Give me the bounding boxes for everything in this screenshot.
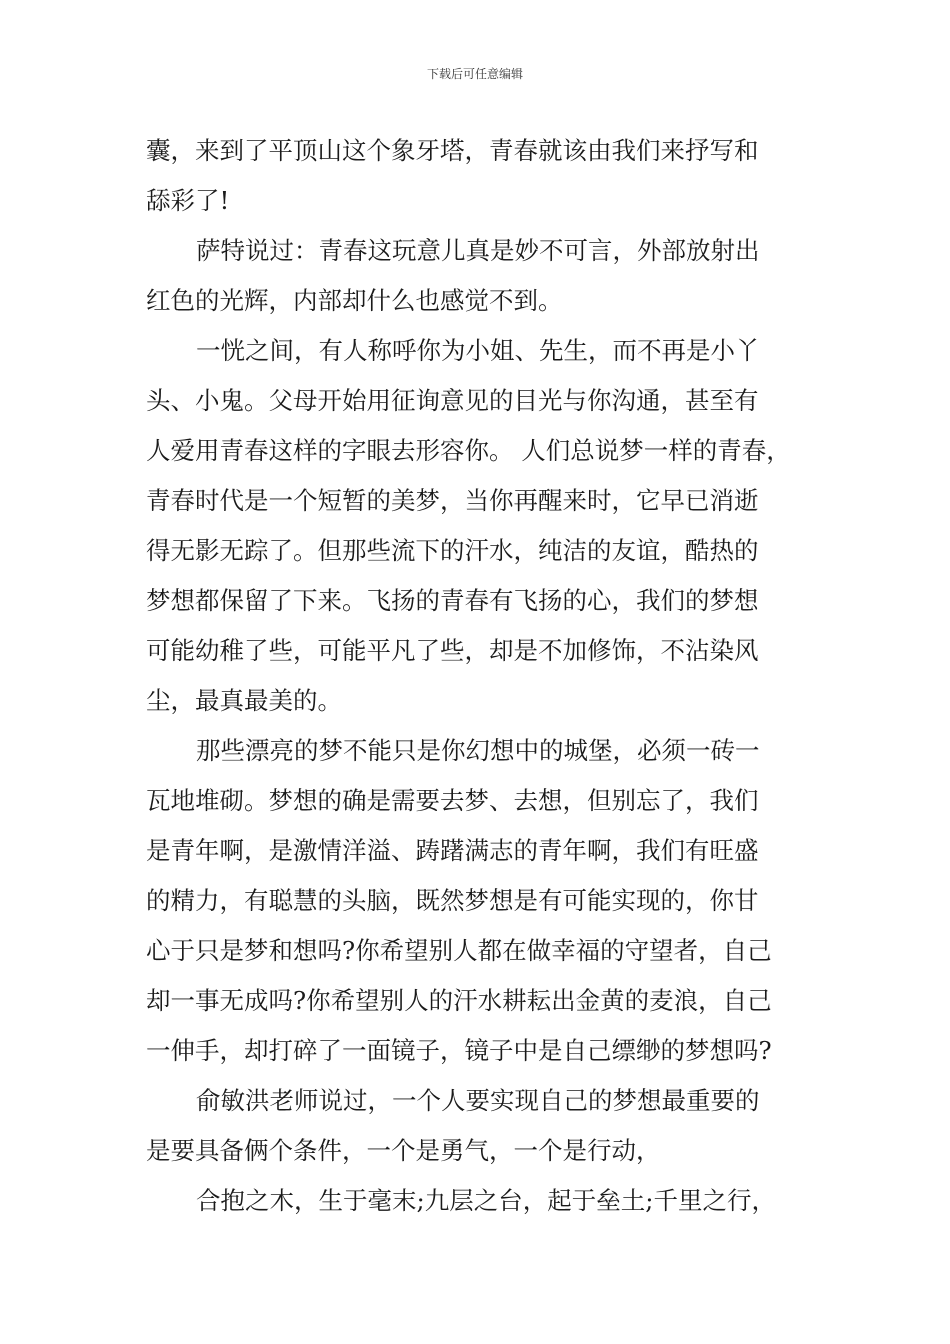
document-body (146, 126, 828, 1226)
text-line: 梦想都保留了下来。飞扬的青春有飞扬的心，我们的梦想 (146, 586, 759, 615)
text-line: 是青年啊，是激情洋溢、踌躇满志的青年啊，我们有旺盛 (146, 836, 759, 865)
text-line: 青春时代是一个短暂的美梦，当你再醒来时，它早已消逝 (146, 486, 759, 515)
page-header: 下载后可任意编辑 (426, 67, 523, 81)
paragraph-first-line: 那些漂亮的梦不能只是你幻想中的城堡，必须一砖一 (196, 736, 760, 765)
text-line: 囊，来到了平顶山这个象牙塔，青春就该由我们来抒写和 (146, 136, 759, 165)
text-line: 得无影无踪了。但那些流下的汗水，纯洁的友谊，酷热的 (146, 536, 759, 565)
text-line: 瓦地堆砌。梦想的确是需要去梦、去想，但别忘了，我们 (146, 786, 759, 815)
text-line: 头、小鬼。父母开始用征询意见的目光与你沟通，甚至有 (146, 386, 759, 415)
text-line: 红色的光辉，内部却什么也感觉不到。 (146, 286, 563, 315)
text-line: 一伸手，却打碎了一面镜子，镜子中是自己缥缈的梦想吗? (146, 1036, 772, 1065)
paragraph-first-line: 一恍之间，有人称呼你为小姐、先生，而不再是小丫 (196, 336, 760, 365)
text-line: 尘，最真最美的。 (146, 686, 342, 715)
text-line: 人爱用青春这样的字眼去形容你。 人们总说梦一样的青春， (146, 436, 791, 465)
text-line: 却一事无成吗?你希望别人的汗水耕耘出金黄的麦浪，自己 (146, 986, 772, 1015)
text-line: 心于只是梦和想吗?你希望别人都在做幸福的守望者，自己 (146, 936, 772, 965)
paragraph-first-line: 俞敏洪老师说过，一个人要实现自己的梦想最重要的 (196, 1086, 760, 1115)
paragraph-first-line: 合抱之木，生于毫末;九层之台，起于垒土;千里之行， (196, 1186, 777, 1215)
text-line: 可能幼稚了些，可能平凡了些，却是不加修饰，不沾染风 (146, 636, 759, 665)
paragraph-first-line: 萨特说过：青春这玩意儿真是妙不可言，外部放射出 (196, 236, 760, 265)
text-line: 是要具备俩个条件，一个是勇气，一个是行动， (146, 1136, 661, 1165)
text-line: 舔彩了! (146, 186, 230, 215)
text-line: 的精力，有聪慧的头脑，既然梦想是有可能实现的，你甘 (146, 886, 759, 915)
